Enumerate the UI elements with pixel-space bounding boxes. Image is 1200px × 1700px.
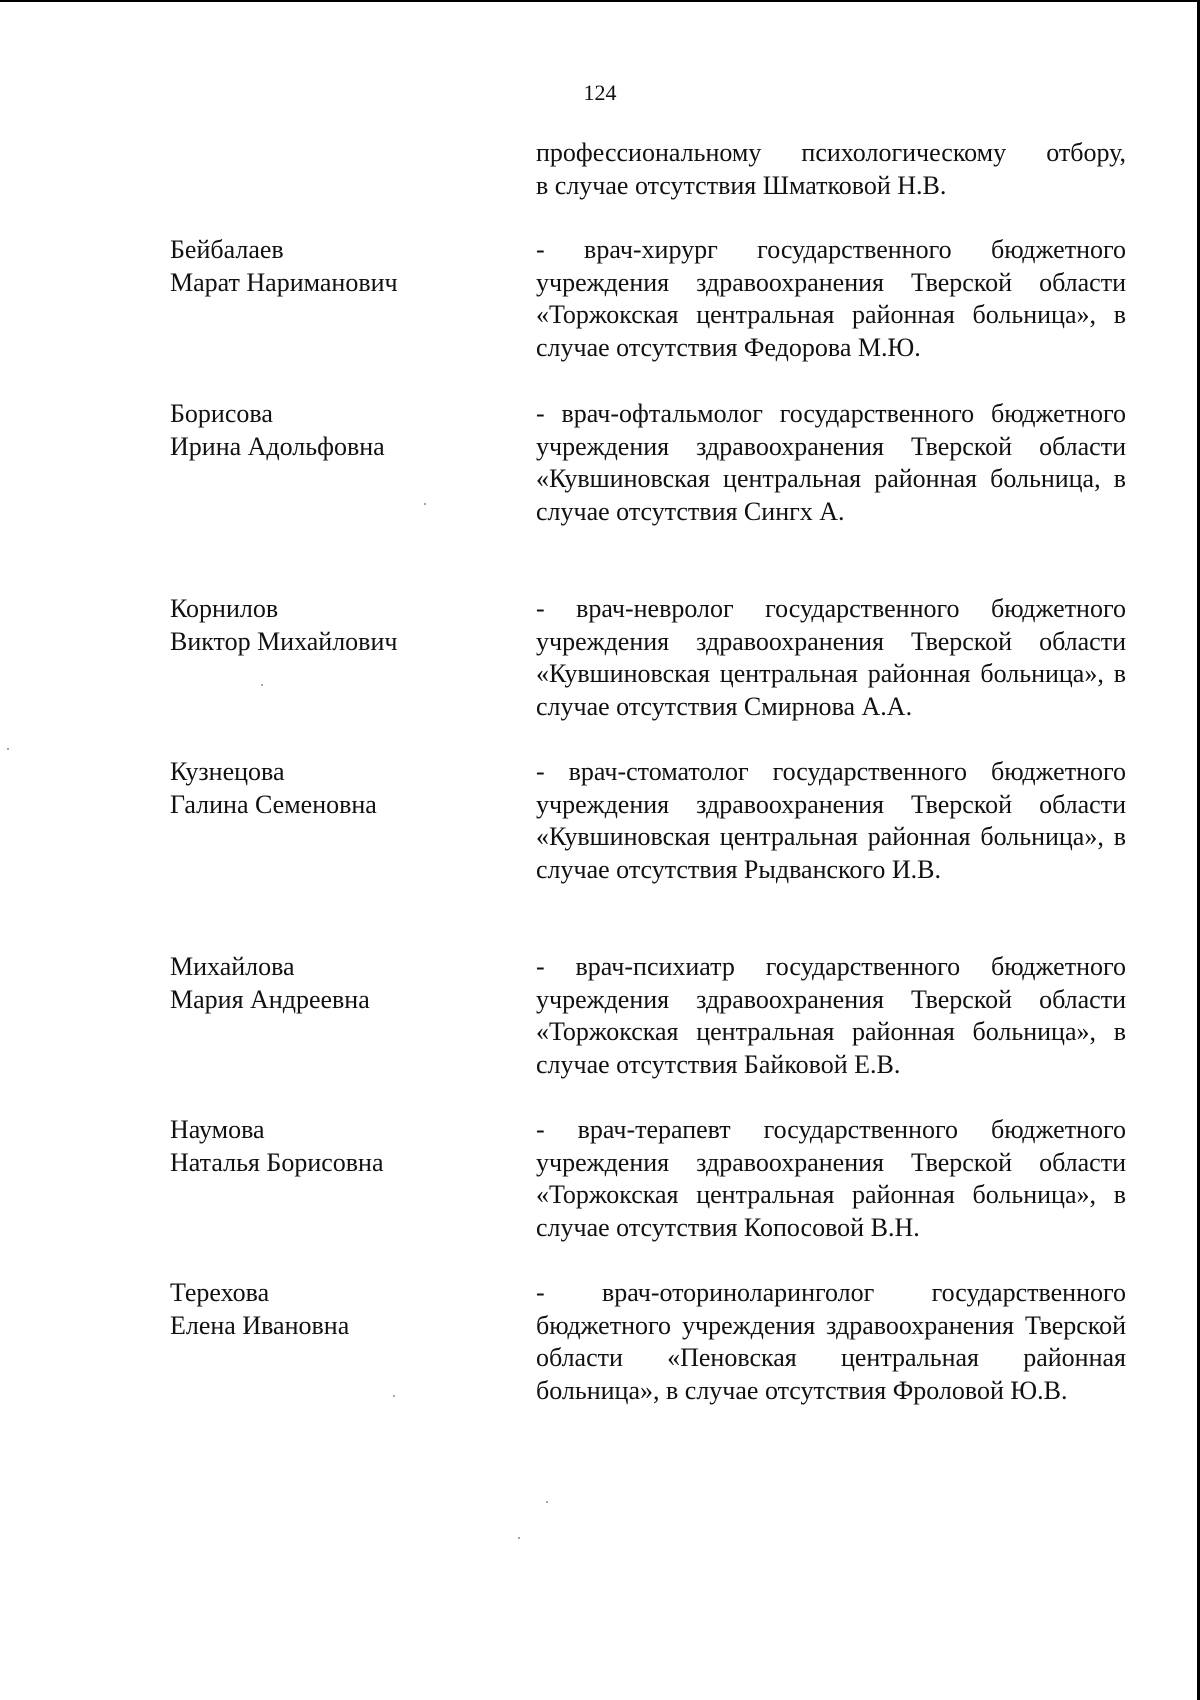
person-name	[170, 1277, 500, 1342]
person-name	[170, 398, 500, 463]
person-given-names: Ирина Адольфовна	[170, 431, 385, 461]
person-surname: Кузнецова	[170, 757, 285, 786]
scan-speck	[7, 748, 9, 750]
scan-speck	[546, 1501, 548, 1503]
scan-border-top	[0, 0, 1200, 2]
person-surname: Бейбалаев	[170, 235, 284, 264]
person-name	[170, 951, 500, 1016]
person-surname: Михайлова	[170, 952, 295, 981]
person-role-description: - врач-стоматолог государственного бюджетного учреждения здравоохранения Тверской области «Кувшиновская центральная районная больница», в случае отсутствия Рыдванского И.В.	[536, 757, 1126, 884]
person-given-names: Наталья Борисовна	[170, 1147, 384, 1177]
person-given-names: Мария Андреевна	[170, 984, 370, 1014]
person-surname: Терехова	[170, 1278, 270, 1307]
person-given-names: Елена Ивановна	[170, 1310, 350, 1340]
person-role-description: - врач-хирург государственного бюджетного учреждения здравоохранения Тверской области «Торжокская центральная районная больница», в случае отсутствия Федорова М.Ю.	[536, 235, 1126, 362]
continued-paragraph	[536, 137, 1126, 202]
person-given-names: Марат Нариманович	[170, 267, 398, 297]
person-name	[170, 593, 500, 658]
person-name	[170, 756, 500, 821]
person-surname: Борисова	[170, 399, 273, 428]
continued-paragraph-line-1: профессиональному психологическому отбору,	[536, 138, 1126, 167]
person-surname: Наумова	[170, 1115, 265, 1144]
scan-speck	[424, 503, 426, 505]
person-name	[170, 1114, 500, 1179]
continued-paragraph-line-2: в случае отсутствия Шматковой Н.В.	[536, 170, 947, 200]
person-role-description: - врач-невролог государственного бюджетного учреждения здравоохранения Тверской области «Кувшиновская центральная районная больница», в случае отсутствия Смирнова А.А.	[536, 594, 1126, 721]
scan-speck	[261, 684, 263, 686]
person-role-description: - врач-психиатр государственного бюджетного учреждения здравоохранения Тверской области «Торжокская центральная районная больница», в случае отсутствия Байковой Е.В.	[536, 952, 1126, 1079]
person-name	[170, 234, 500, 299]
person-role-description: - врач-терапевт государственного бюджетного учреждения здравоохранения Тверской области «Торжокская центральная районная больница», в случае отсутствия Копосовой В.Н.	[536, 1115, 1126, 1242]
page-number: 124	[583, 80, 617, 105]
person-surname: Корнилов	[170, 594, 279, 623]
person-given-names: Виктор Михайлович	[170, 626, 398, 656]
person-given-names: Галина Семеновна	[170, 789, 377, 819]
person-role-description: - врач-офтальмолог государственного бюджетного учреждения здравоохранения Тверской области «Кувшиновская центральная районная больница, в случае отсутствия Сингх А.	[536, 399, 1126, 526]
scan-speck	[393, 1395, 395, 1397]
person-role-description: - врач-оториноларинголог государственного бюджетного учреждения здравоохранения Тверской области «Пеновская центральная районная больница», в случае отсутствия Фроловой Ю.В.	[536, 1278, 1126, 1405]
scan-speck	[518, 1537, 520, 1539]
